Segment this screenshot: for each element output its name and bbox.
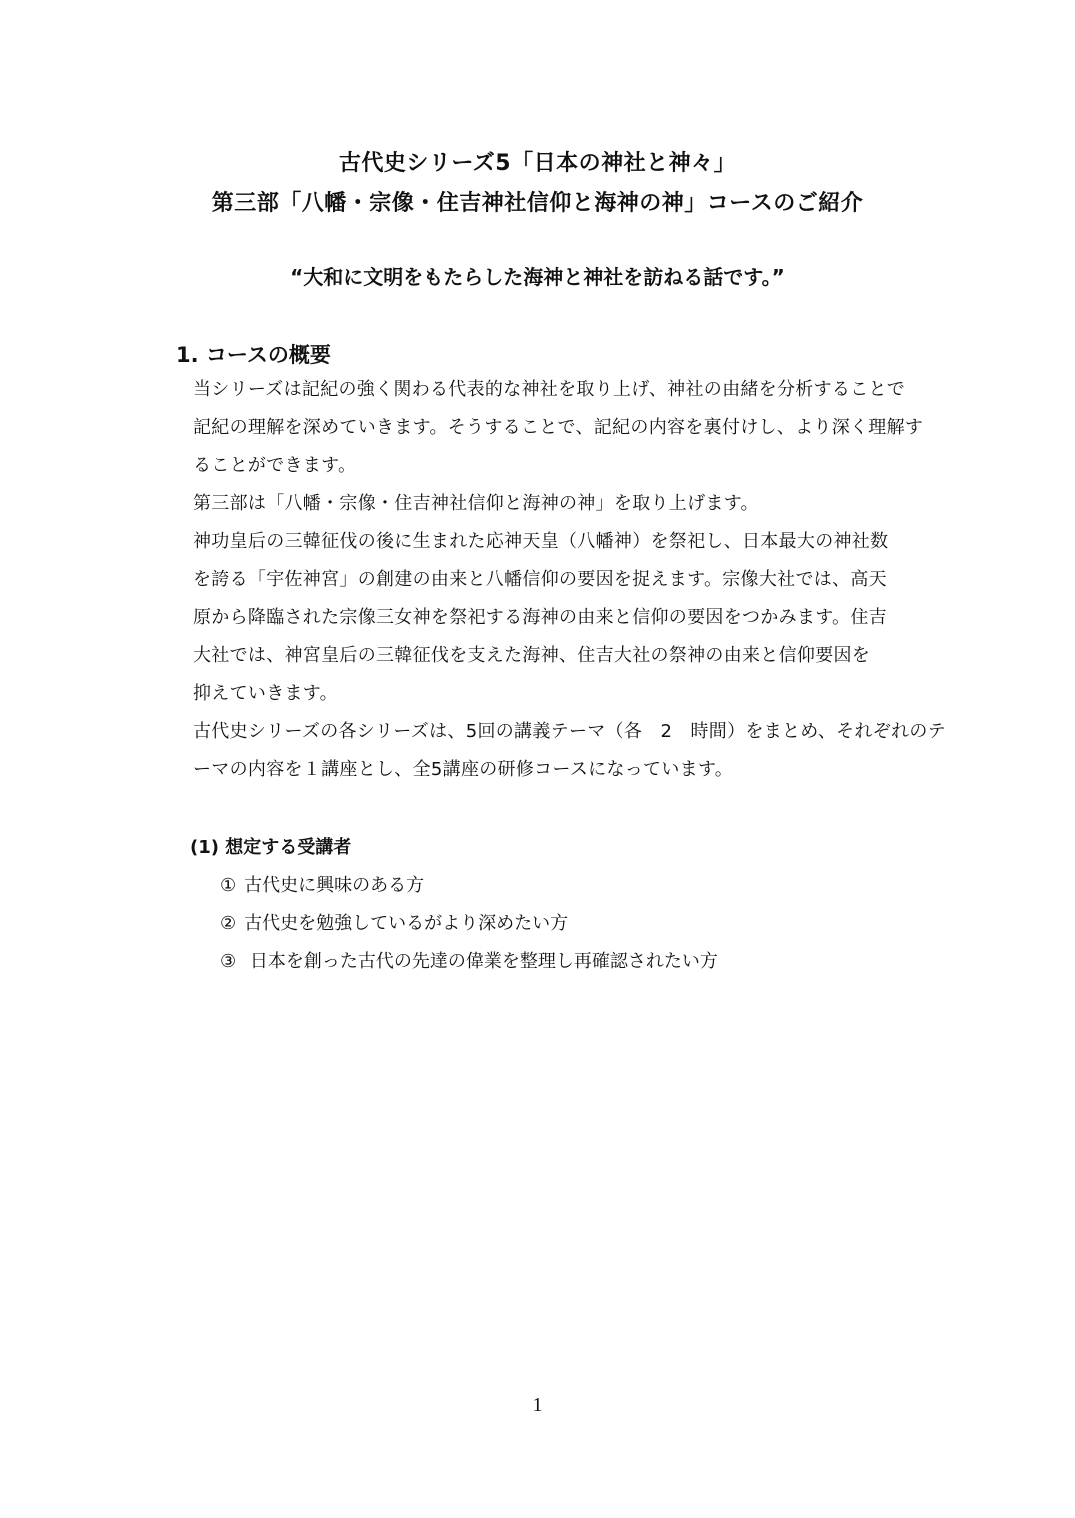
body-text-line: 大社では、神宮皇后の三韓征伐を支えた海神、住吉大社の祭神の由来と信仰要因を	[193, 645, 871, 666]
list-marker: ②	[220, 913, 237, 934]
document-title-line-1: 古代史シリーズ5「日本の神社と神々」	[338, 151, 737, 176]
body-text-line: 当シリーズは記紀の強く関わる代表的な神社を取り上げ、神社の由緒を分析することで	[193, 379, 906, 400]
body-text-line: 記紀の理解を深めていきます。そうすることで、記紀の内容を裏付けし、より深く理解す	[193, 417, 924, 438]
page-number: 1	[532, 1394, 543, 1416]
tagline: “大和に文明をもたらした海神と神社を訪ねる話です。”	[290, 265, 785, 289]
list-item-text: 日本を創った古代の先達の偉業を整理し再確認されたい方	[244, 951, 718, 972]
body-text-line: 第三部は「八幡・宗像・住吉神社信仰と海神の神」を取り上げます。	[193, 493, 759, 514]
list-item-text: 古代史に興味のある方	[244, 875, 425, 896]
body-text-line: 原から降臨された宗像三女神を祭祀する海神の由来と信仰の要因をつかみます。住吉	[193, 607, 887, 628]
list-item	[220, 947, 718, 973]
list-marker: ③	[220, 951, 237, 972]
section-heading-overview: 1. コースの概要	[176, 343, 331, 367]
list-item-text: 古代史を勉強しているがより深めたい方	[244, 913, 569, 934]
document-title-line-2: 第三部「八幡・宗像・住吉神社信仰と海神の神」コースのご紹介	[211, 191, 864, 216]
body-text-line: を誇る「宇佐神宮」の創建の由来と八幡信仰の要因を捉えます。宗像大社では、高天	[193, 569, 887, 590]
body-text-line: 抑えていきます。	[193, 683, 338, 704]
list-item	[220, 871, 424, 897]
body-text-line: ることができます。	[193, 455, 357, 476]
list-marker: ①	[220, 875, 237, 896]
body-text-line: 神功皇后の三韓征伐の後に生まれた応神天皇（八幡神）を祭祀し、日本最大の神社数	[193, 531, 889, 552]
body-text-line: ーマの内容を１講座とし、全5講座の研修コースになっています。	[193, 759, 734, 780]
subsection-heading-target-audience: (1) 想定する受講者	[190, 837, 352, 858]
body-text-line: 古代史シリーズの各シリーズは、5回の講義テーマ（各 2 時間）をまとめ、それぞれのテ	[193, 721, 946, 742]
list-item	[220, 909, 568, 935]
